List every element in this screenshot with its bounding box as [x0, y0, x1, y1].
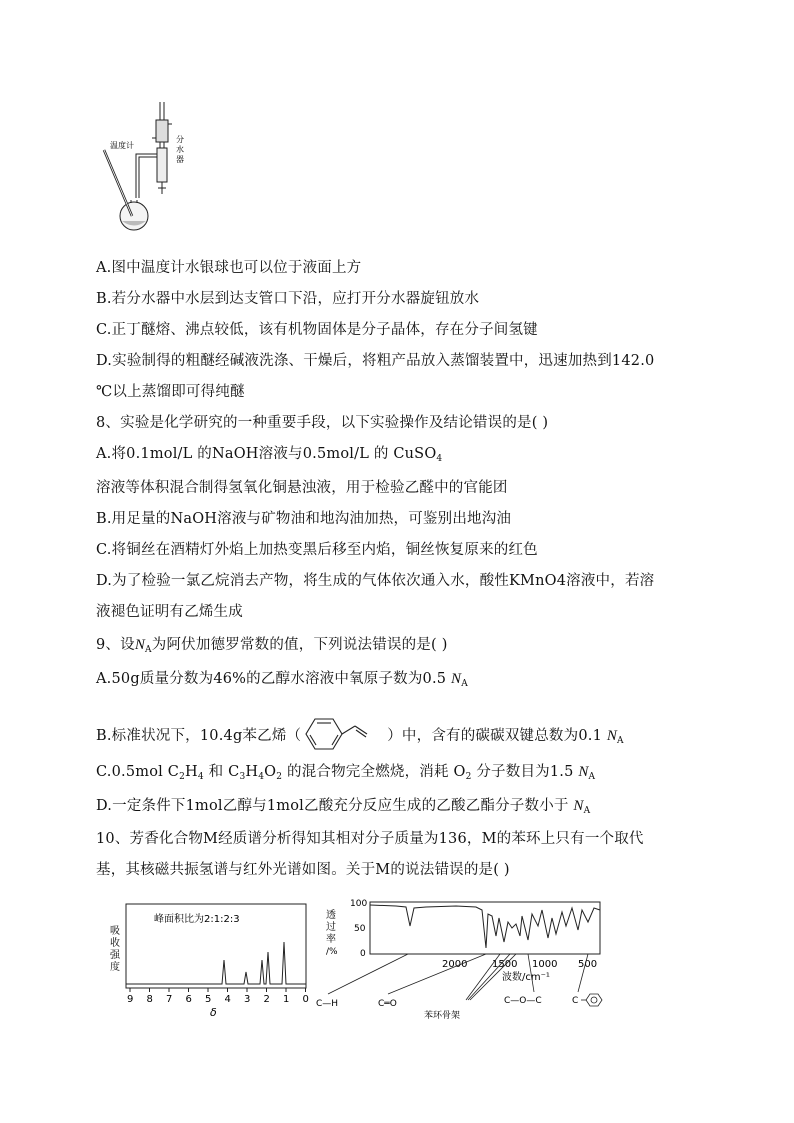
q9-option-a: A.50g质量分数为46%的乙醇水溶液中氧原子数为0.5 $N_A$: [96, 671, 468, 689]
q8-option-d-line1: D.为了检验一氯乙烷消去产物，将生成的气体依次通入水，酸性KMnO4溶液中，若溶: [96, 573, 655, 589]
styrene-structure-icon: [301, 715, 387, 753]
nmr-tick-label: 6: [185, 994, 192, 1005]
nmr-ylabel-3: 强: [110, 950, 120, 961]
q7-option-d-line1: D.实验制得的粗醚经碱液洗涤、干燥后，将粗产品放入蒸馏装置中，迅速加热到142.0: [96, 353, 655, 369]
nmr-ylabel-4: 度: [110, 962, 120, 973]
benzene-ring-icon: [581, 994, 602, 1006]
ir-annotation-ring: 苯环骨架: [424, 1011, 461, 1020]
q8-stem: 8、实验是化学研究的一种重要手段，以下实验操作及结论错误的是( ): [96, 415, 549, 431]
nmr-tick-label: 2: [263, 994, 270, 1005]
ir-xaxis: [442, 959, 597, 970]
q10-stem-line2: 基，其核磁共振氢谱与红外光谱如图。关于M的说法错误的是( ): [96, 862, 510, 878]
q7-option-d-line2: ℃以上蒸馏即可得纯醚: [96, 384, 245, 400]
nmr-tick-label: 8: [146, 994, 153, 1005]
q9-option-d: D.一定条件下1mol乙醇与1mol乙酸充分反应生成的乙酸乙酯分子数小于 $N_A$: [96, 798, 591, 816]
ir-yaxis: [350, 899, 367, 959]
q9-option-b: B.标准状况下，10.4g苯乙烯（ ）中，含有的碳碳双键总数为0.1 $N_A$: [96, 715, 624, 753]
ir-ylabel-3: 率: [326, 934, 336, 945]
ir-ytick-100: 100: [350, 899, 368, 909]
ir-xtick-1500: 1500: [492, 959, 518, 970]
nmr-tick-label: 3: [244, 994, 251, 1005]
nmr-ylabel-1: 吸: [110, 926, 120, 937]
ir-ylabel-1: 透: [326, 910, 336, 921]
nmr-title: 峰面积比为2:1:2:3: [154, 914, 240, 925]
nmr-tick-label: 1: [283, 994, 290, 1005]
distillation-apparatus-figure: [96, 98, 206, 233]
nmr-peaks: [126, 942, 306, 984]
separator-label-1: 分: [176, 135, 184, 144]
nmr-tick-label: 5: [205, 994, 212, 1005]
nmr-ylabel-2: 收: [110, 938, 120, 949]
nmr-tick-label: 0: [302, 994, 309, 1005]
q8-option-c: C.将铜丝在酒精灯外焰上加热变黑后移至内焰，铜丝恢复原来的红色: [96, 542, 538, 558]
ir-xtick-2000: 2000: [442, 959, 468, 970]
q10-stem-line1: 10、芳香化合物M经质谱分析得知其相对分子质量为136，M的苯环上只有一个取代: [96, 831, 644, 847]
ir-ytick-50: 50: [354, 924, 366, 934]
q7-option-c: C.正丁醚熔、沸点较低，该有机物固体是分子晶体，存在分子间氢键: [96, 322, 538, 338]
q7-option-b: B.若分水器中水层到达支管口下沿，应打开分水器旋钮放水: [96, 291, 480, 307]
ir-xtick-500: 500: [578, 959, 598, 970]
q9-option-c: C.0.5mol $C_2H_4$ 和 $C_3H_4O_2$ 的混合物完全燃烧，消耗 $O_2$ 分子数目为1.5 $N_A$: [96, 764, 596, 782]
nmr-tick-label: 4: [224, 994, 231, 1005]
ir-ylabel-4: /%: [326, 947, 338, 957]
ir-trace: [370, 905, 600, 948]
q9-stem: 9、设$N_A$为阿伏加德罗常数的值，下列说法错误的是( ): [96, 637, 448, 655]
thermometer-label: 温度计: [110, 141, 134, 150]
ir-xtick-1000: 1000: [532, 959, 558, 970]
nmr-spectrum-figure: [104, 900, 314, 1020]
nmr-xlabel: δ: [210, 1006, 217, 1019]
q8-option-b: B.用足量的NaOH溶液与矿物油和地沟油加热，可鉴别出地沟油: [96, 511, 512, 527]
q7-option-a: A.图中温度计水银球也可以位于液面上方: [96, 260, 362, 276]
ir-annotation-coc: C—O—C: [504, 996, 542, 1006]
ir-annotation-ch: C—H: [316, 999, 339, 1009]
separator-label-3: 器: [176, 155, 184, 164]
q8-option-a-line1: A.将0.1mol/L 的NaOH溶液与0.5mol/L 的 CuSO$_4$: [96, 446, 443, 464]
ir-ytick-0: 0: [360, 949, 366, 959]
q8-option-a-line2: 溶液等体积混合制得氢氧化铜悬浊液，用于检验乙醛中的官能团: [96, 480, 508, 496]
nmr-tick-label: 9: [127, 994, 134, 1005]
ir-annotation-c: C: [572, 996, 579, 1006]
q8-option-d-line2: 液褪色证明有乙烯生成: [96, 604, 243, 620]
separator-label-2: 水: [176, 145, 184, 154]
nmr-tick-label: 7: [166, 994, 173, 1005]
ir-ylabel-2: 过: [326, 922, 336, 933]
ir-spectrum-figure: [316, 896, 616, 1020]
ir-annotation-co: C═O: [378, 999, 397, 1009]
ir-xlabel: 波数/cm⁻¹: [502, 972, 550, 983]
